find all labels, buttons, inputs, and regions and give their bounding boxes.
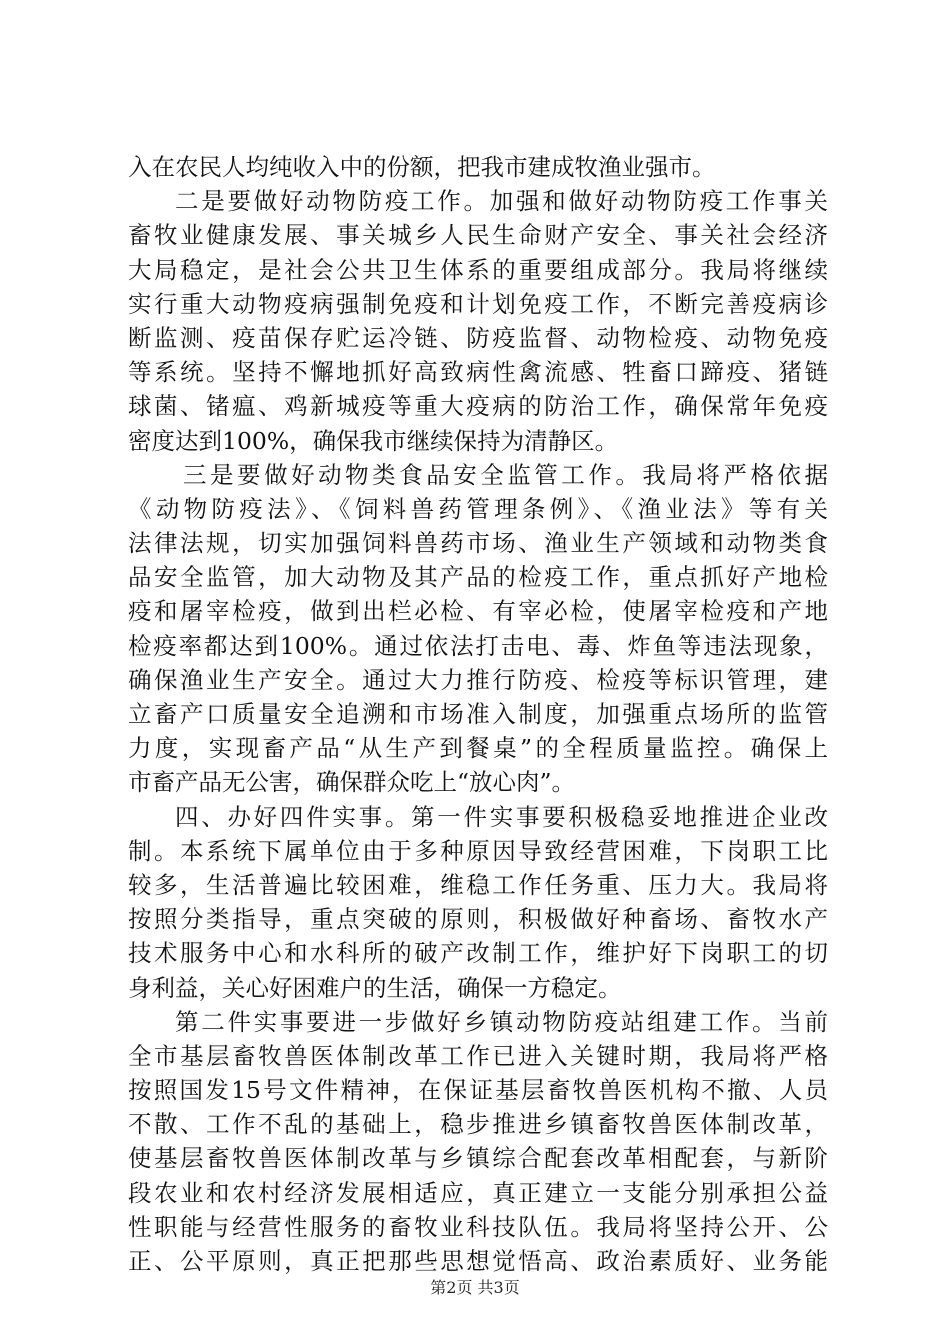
text-line: 法律法规，切实加强饲料兽药市场、渔业生产领域和动物类食 bbox=[128, 529, 828, 558]
text-line: 入在农民人均纯收入中的份额，把我市建成牧渔业强市。 bbox=[128, 153, 716, 181]
text-line: 使基层畜牧兽医体制改革与乡镇综合配套改革相配套，与新阶 bbox=[128, 1144, 828, 1173]
text-line: 《动物防疫法》、《饲料兽药管理条例》、《渔业法》等有关 bbox=[128, 494, 828, 523]
text-line: 疫和屠宰检疫，做到出栏必检、有宰必检，使屠宰检疫和产地 bbox=[128, 597, 828, 626]
text-line: 市畜产品无公害，确保群众吃上“放心肉”。 bbox=[128, 768, 576, 797]
text-line: 四、办好四件实事。第一件实事要积极稳妥地推进企业改 bbox=[175, 802, 828, 831]
text-line: 三是要做好动物类食品安全监管工作。我局将严格依据 bbox=[183, 460, 828, 489]
text-line: 等系统。坚持不懈地抓好高致病性禽流感、牲畜口蹄疫、猪链 bbox=[128, 358, 828, 387]
text-line: 实行重大动物疫病强制免疫和计划免疫工作，不断完善疫病诊 bbox=[128, 289, 828, 318]
text-line: 大局稳定，是社会公共卫生体系的重要组成部分。我局将继续 bbox=[128, 255, 828, 284]
text-line: 制。本系统下属单位由于多种原因导致经营困难，下岗职工比 bbox=[128, 836, 828, 865]
text-line: 性职能与经营性服务的畜牧业科技队伍。我局将坚持公开、公 bbox=[128, 1212, 828, 1241]
text-line: 断监测、疫苗保存贮运冷链、防疫监督、动物检疫、动物免疫 bbox=[128, 323, 828, 352]
text-line: 力度，实现畜产品“从生产到餐桌”的全程质量监控。确保上 bbox=[128, 734, 828, 763]
text-line: 密度达到100%，确保我市继续保持为清静区。 bbox=[128, 426, 619, 455]
text-line: 较多，生活普遍比较困难，维稳工作任务重、压力大。我局将 bbox=[128, 870, 828, 899]
document-body bbox=[128, 150, 828, 1278]
text-line: 正、公平原则，真正把那些思想觉悟高、政治素质好、业务能 bbox=[128, 1247, 828, 1275]
text-line: 不散、工作不乱的基础上，稳步推进乡镇畜牧兽医体制改革， bbox=[128, 1110, 828, 1139]
text-line: 身利益，关心好困难户的生活，确保一方稳定。 bbox=[128, 973, 622, 1002]
text-line: 第二件实事要进一步做好乡镇动物防疫站组建工作。当前 bbox=[175, 1007, 828, 1036]
text-line: 立畜产口质量安全追溯和市场准入制度，加强重点场所的监管 bbox=[128, 700, 828, 728]
text-line: 检疫率都达到100%。通过依法打击电、毒、炸鱼等违法现象， bbox=[128, 631, 828, 660]
text-line: 确保渔业生产安全。通过大力推行防疫、检疫等标识管理，建 bbox=[128, 665, 828, 694]
text-line: 品安全监管，加大动物及其产品的检疫工作，重点抓好产地检 bbox=[128, 563, 828, 592]
text-line: 段农业和农村经济发展相适应，真正建立一支能分别承担公益 bbox=[128, 1178, 828, 1207]
text-line: 按照国发15号文件精神，在保证基层畜牧兽医机构不撤、人员 bbox=[128, 1076, 828, 1105]
text-line: 技术服务中心和水科所的破产改制工作，维护好下岗职工的切 bbox=[128, 939, 828, 968]
text-line: 全市基层畜牧兽医体制改革工作已进入关键时期，我局将严格 bbox=[128, 1041, 828, 1070]
text-line: 畜牧业健康发展、事关城乡人民生命财产安全、事关社会经济 bbox=[128, 221, 828, 250]
text-line: 球菌、锗瘟、鸡新城疫等重大疫病的防治工作，确保常年免疫 bbox=[128, 392, 828, 421]
text-line: 按照分类指导，重点突破的原则，积极做好种畜场、畜牧水产 bbox=[128, 905, 828, 934]
page-number-footer: 第2页 共3页 bbox=[430, 1278, 520, 1297]
text-line: 二是要做好动物防疫工作。加强和做好动物防疫工作事关 bbox=[175, 187, 828, 216]
